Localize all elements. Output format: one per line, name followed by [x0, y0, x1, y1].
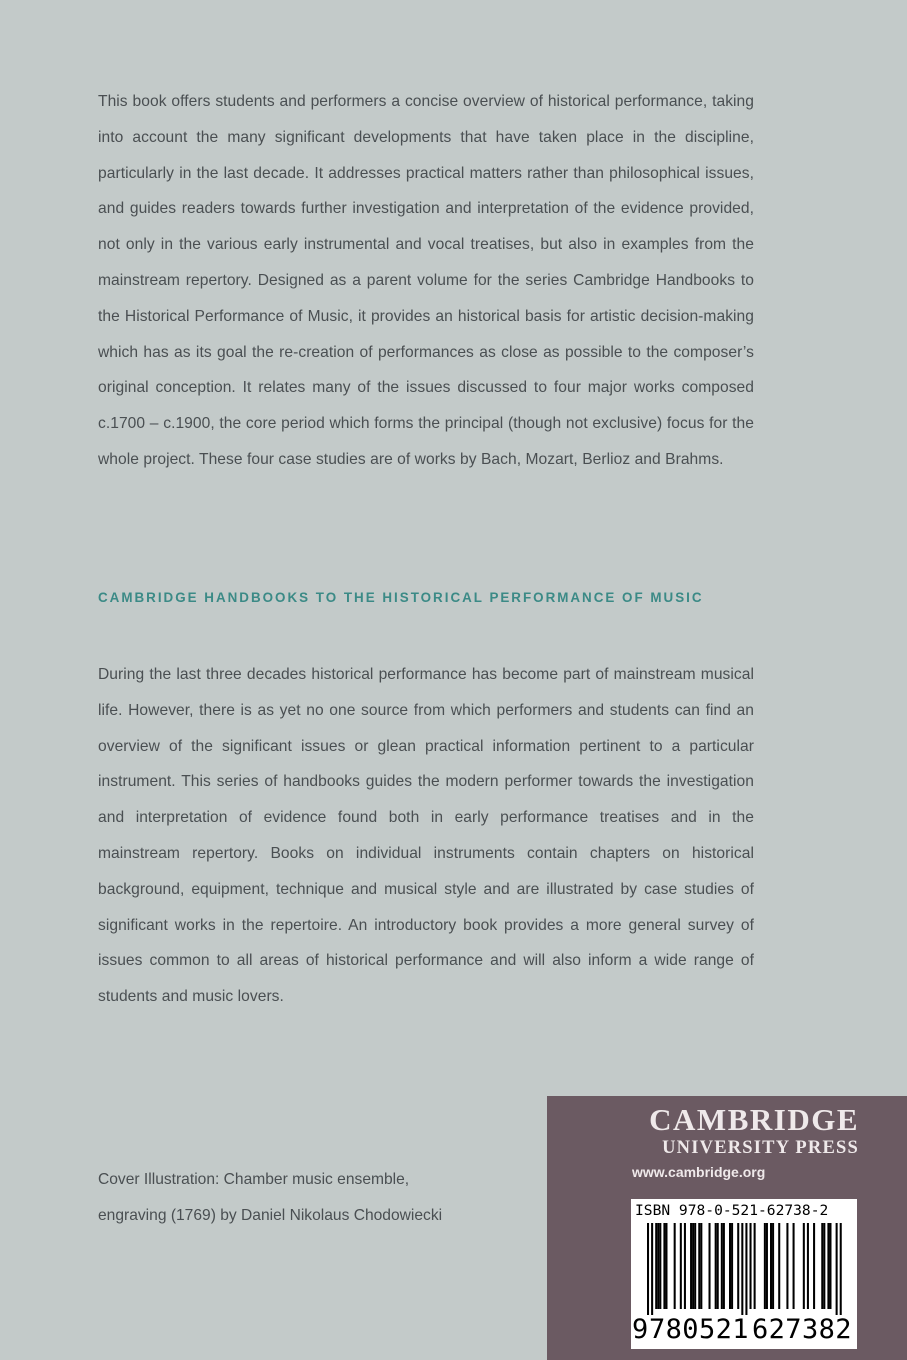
barcode-bar: [655, 1223, 657, 1309]
barcode-bar: [709, 1223, 711, 1309]
barcode-bar: [754, 1223, 756, 1309]
barcode-bar: [829, 1223, 831, 1309]
barcode-bar: [793, 1223, 795, 1309]
barcode-bar: [684, 1223, 686, 1309]
description-paragraph: This book offers students and performers a concise overview of historical performance, taking into account the many significant developments that have taken place in the discipline, particularly in the last decade. It addresses practical matters rather than philosophical issues, and guides readers towards further investigation and interpretation of the evidence provided, not only in the various early instrumental and vocal treatises, but also in examples from the mainstream repertory. Designed as a parent volume for the series Cambridge Handbooks to the Historical Performance of Music, it provides an historical basis for artistic decision-making which has as its goal the re-creation of performances as close as possible to the composer’s original conception. It relates many of the issues discussed to four major works composed c.1700 – c.1900, the core period which forms the principal (though not exclusive) focus for the whole project. These four case studies are of works by Bach, Mozart, Berlioz and Brahms.: [98, 93, 754, 468]
barcode-bar: [657, 1223, 659, 1309]
barcode-guard-bar: [840, 1223, 842, 1315]
publisher-logo-subtitle: UNIVERSITY PRESS: [662, 1138, 859, 1158]
barcode-bar: [674, 1223, 676, 1309]
barcode-bar: [680, 1223, 682, 1309]
barcode-bar: [698, 1223, 700, 1309]
barcode-digit-first: 9: [632, 1314, 649, 1345]
barcode-bar: [764, 1223, 766, 1309]
barcode-bar: [700, 1223, 702, 1309]
publisher-panel: [547, 1096, 907, 1360]
barcode-bar: [803, 1223, 805, 1309]
barcode-bar: [786, 1223, 788, 1309]
series-description-paragraph: During the last three decades historical performance has become part of mainstream musical life. However, there is as yet no one source from which performers and students can find an overview of the significant issues or glean practical information pertinent to a particular instrument. This series of handbooks guides the modern performer towards the investigation and interpretation of evidence found both in early performance treatises and in the mainstream repertory. Books on individual instruments contain chapters on historical background, equipment, technique and musical style and are illustrated by case studies of significant works in the repertoire. An introductory book provides a more general survey of issues common to all areas of historical performance and will also inform a wide range of students and music lovers.: [98, 666, 754, 1006]
barcode-bar: [807, 1223, 809, 1309]
isbn-label: ISBN 978-0-521-62738-2: [635, 1202, 829, 1219]
barcode-bar: [823, 1223, 825, 1309]
barcode-bar: [737, 1223, 739, 1309]
barcode-bar: [729, 1223, 731, 1309]
barcode-bar: [721, 1223, 723, 1309]
barcode-bar: [813, 1223, 815, 1309]
barcode-digits: [631, 1313, 857, 1347]
series-heading: CAMBRIDGE HANDBOOKS TO THE HISTORICAL PERFORMANCE OF MUSIC: [98, 590, 704, 605]
barcode-bar: [715, 1223, 717, 1309]
barcode-bar: [692, 1223, 694, 1309]
barcode-bars: [631, 1223, 857, 1315]
barcode-bar: [659, 1223, 661, 1309]
barcode-guard-bar: [745, 1223, 747, 1315]
barcode-bar: [690, 1223, 692, 1309]
cover-illustration-credit: [98, 1162, 442, 1234]
barcode-bar: [694, 1223, 696, 1309]
barcode-bar: [665, 1223, 667, 1309]
publisher-url: www.cambridge.org: [632, 1164, 766, 1180]
publisher-logo-name: CAMBRIDGE: [649, 1102, 859, 1137]
barcode-guard-bar: [647, 1223, 649, 1315]
barcode-bar: [717, 1223, 719, 1309]
barcode-bar: [766, 1223, 768, 1309]
isbn-barcode: [631, 1199, 857, 1349]
barcode-digits-right: 627382: [752, 1314, 852, 1345]
barcode-digits-left: 780521: [649, 1314, 749, 1345]
barcode-bar: [821, 1223, 823, 1309]
barcode-guard-bar: [651, 1223, 653, 1315]
barcode-guard-bar: [836, 1223, 838, 1315]
cover-credit-line-2: engraving (1769) by Daniel Nikolaus Chodowiecki: [98, 1206, 443, 1224]
barcode-bar: [731, 1223, 733, 1309]
barcode-bar: [827, 1223, 829, 1309]
barcode-guard-bar: [741, 1223, 743, 1315]
cover-credit-line-1: Cover Illustration: Chamber music ensemble,: [98, 1171, 410, 1188]
barcode-bar: [778, 1223, 780, 1309]
barcode-bar: [770, 1223, 772, 1309]
barcode-bar: [772, 1223, 774, 1309]
barcode-bar: [663, 1223, 665, 1309]
barcode-bar: [750, 1223, 752, 1309]
barcode-bar: [723, 1223, 725, 1309]
